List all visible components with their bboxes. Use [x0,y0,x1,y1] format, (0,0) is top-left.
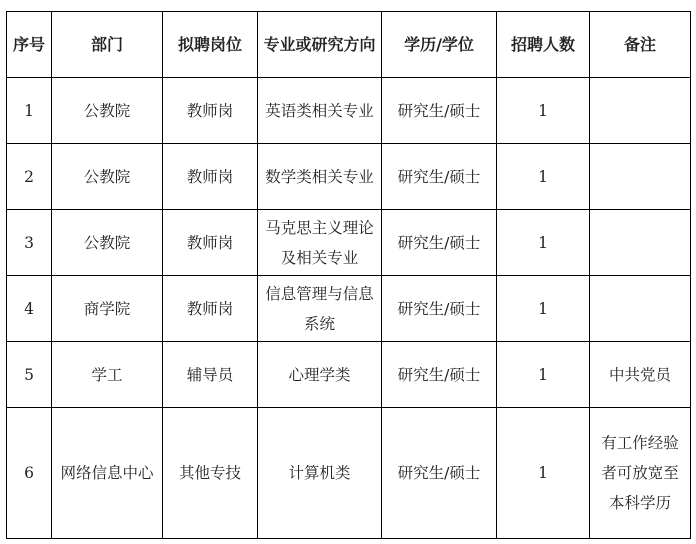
cell-degree: 研究生/硕士 [382,342,497,408]
cell-position: 教师岗 [163,210,258,276]
cell-count: 1 [497,342,590,408]
header-index: 序号 [7,12,52,78]
cell-count: 1 [497,144,590,210]
cell-department: 学工 [52,342,163,408]
cell-index: 1 [7,78,52,144]
header-department: 部门 [52,12,163,78]
cell-index: 6 [7,408,52,539]
recruitment-table [6,11,691,539]
table-row [7,342,691,408]
cell-notes [590,78,691,144]
cell-index: 2 [7,144,52,210]
cell-index: 5 [7,342,52,408]
cell-position: 辅导员 [163,342,258,408]
table-row [7,408,691,539]
cell-position: 教师岗 [163,276,258,342]
cell-major: 数学类相关专业 [258,144,382,210]
cell-count: 1 [497,408,590,539]
table-row [7,78,691,144]
header-degree: 学历/学位 [382,12,497,78]
cell-department: 网络信息中心 [52,408,163,539]
header-notes: 备注 [590,12,691,78]
cell-degree: 研究生/硕士 [382,144,497,210]
cell-count: 1 [497,210,590,276]
cell-count: 1 [497,276,590,342]
cell-notes [590,144,691,210]
cell-position: 教师岗 [163,144,258,210]
cell-department: 公教院 [52,210,163,276]
cell-notes: 有工作经验者可放宽至本科学历 [590,408,691,539]
cell-notes [590,276,691,342]
cell-count: 1 [497,78,590,144]
cell-degree: 研究生/硕士 [382,78,497,144]
cell-degree: 研究生/硕士 [382,408,497,539]
table-header-row [7,12,691,78]
table-row [7,144,691,210]
cell-degree: 研究生/硕士 [382,276,497,342]
cell-department: 商学院 [52,276,163,342]
cell-major: 计算机类 [258,408,382,539]
cell-index: 3 [7,210,52,276]
cell-position: 其他专技 [163,408,258,539]
table-row [7,276,691,342]
cell-major: 心理学类 [258,342,382,408]
header-position: 拟聘岗位 [163,12,258,78]
cell-major: 信息管理与信息系统 [258,276,382,342]
cell-index: 4 [7,276,52,342]
header-major: 专业或研究方向 [258,12,382,78]
cell-notes: 中共党员 [590,342,691,408]
cell-degree: 研究生/硕士 [382,210,497,276]
header-count: 招聘人数 [497,12,590,78]
cell-major: 英语类相关专业 [258,78,382,144]
table-row [7,210,691,276]
cell-department: 公教院 [52,144,163,210]
cell-notes [590,210,691,276]
cell-major: 马克思主义理论及相关专业 [258,210,382,276]
cell-department: 公教院 [52,78,163,144]
cell-position: 教师岗 [163,78,258,144]
